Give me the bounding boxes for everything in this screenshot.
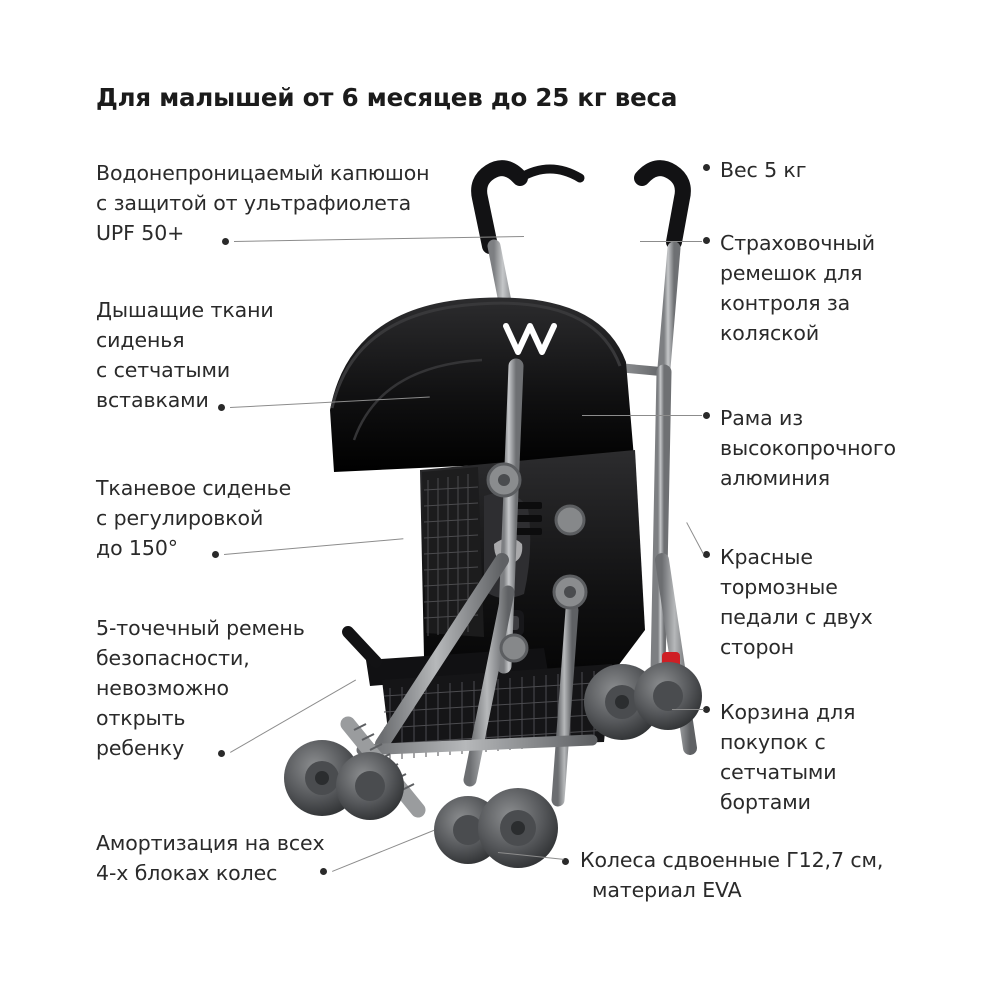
callout-seat-recline-bullet [212, 551, 219, 558]
callout-basket-line-3: сетчатыми [720, 760, 837, 784]
callout-safety-strap-leader [640, 241, 702, 242]
callout-seat-recline [96, 473, 356, 563]
callout-wheels [580, 845, 980, 905]
callout-safety-strap-bullet [703, 237, 710, 244]
callout-suspension-bullet [320, 868, 327, 875]
callout-frame-line-1: Рама из [720, 406, 803, 430]
callout-basket-line-1: Корзина для [720, 700, 856, 724]
callout-basket [720, 697, 970, 817]
callout-safety-strap-line-2: ремешок для [720, 261, 863, 285]
callout-brakes-line-3: педали с двух [720, 605, 873, 629]
callout-suspension-line-2: 4-х блоках колес [96, 861, 278, 885]
callout-harness-line-2: безопасности, [96, 646, 250, 670]
callout-hood-line-1: Водонепроницаемый капюшон [96, 161, 430, 185]
callout-wheels-line-2: материал EVA [592, 878, 742, 902]
callout-seat-recline-line-2: с регулировкой [96, 506, 264, 530]
callout-weight [720, 155, 970, 185]
callout-harness-line-3: невозможно [96, 676, 229, 700]
callout-harness [96, 613, 356, 763]
callout-safety-strap [720, 228, 970, 348]
callout-frame-line-2: высокопрочного [720, 436, 896, 460]
callout-frame-line-3: алюминия [720, 466, 830, 490]
callout-suspension [96, 828, 396, 888]
callout-seat-recline-line-3: до 150° [96, 536, 178, 560]
callout-harness-line-4: открыть [96, 706, 186, 730]
callout-hood-line-3: UPF 50+ [96, 221, 185, 245]
callout-weight-line-1: Вес 5 кг [720, 158, 807, 182]
callout-basket-line-2: покупок с [720, 730, 826, 754]
callout-basket-leader [672, 709, 704, 710]
callout-frame-leader [582, 415, 702, 416]
callout-safety-strap-line-1: Страховочный [720, 231, 875, 255]
callout-brakes-line-2: тормозные [720, 575, 838, 599]
callout-brakes [720, 542, 970, 662]
callout-hood-bullet [222, 238, 229, 245]
callout-hood [96, 158, 496, 248]
callout-seat-recline-line-1: Тканевое сиденье [96, 476, 292, 500]
callout-wheels-line-1: Колеса сдвоенные Г12,7 см, [580, 848, 884, 872]
callout-basket-line-4: бортами [720, 790, 811, 814]
callout-brakes-line-4: сторон [720, 635, 795, 659]
callout-harness-line-1: 5-точечный ремень [96, 616, 305, 640]
callout-fabrics-line-3: с сетчатыми [96, 358, 231, 382]
callout-weight-bullet [703, 164, 710, 171]
page-title: Для малышей от 6 месяцев до 25 кг веса [96, 83, 678, 112]
callout-fabrics-line-2: сиденья [96, 328, 185, 352]
callout-fabrics [96, 295, 326, 415]
callout-suspension-line-1: Амортизация на всех [96, 831, 325, 855]
callout-hood-line-2: с защитой от ультрафиолета [96, 191, 412, 215]
callout-harness-line-5: ребенку [96, 736, 185, 760]
callout-safety-strap-line-3: контроля за [720, 291, 851, 315]
callout-fabrics-line-1: Дышащие ткани [96, 298, 274, 322]
callout-brakes-line-1: Красные [720, 545, 813, 569]
callout-fabrics-line-4: вставками [96, 388, 209, 412]
callout-basket-bullet [703, 706, 710, 713]
callout-fabrics-bullet [218, 404, 225, 411]
callout-frame-bullet [703, 412, 710, 419]
callout-brakes-bullet [703, 551, 710, 558]
callout-safety-strap-line-4: коляской [720, 321, 820, 345]
callout-frame [720, 403, 970, 493]
callout-harness-bullet [218, 750, 225, 757]
